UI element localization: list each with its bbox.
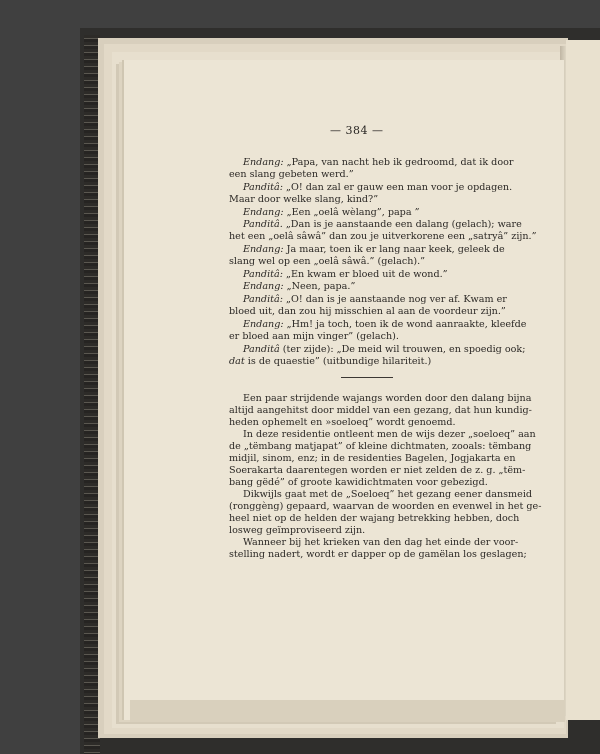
dialogue-line: Maar door welke slang, kind?” — [229, 194, 379, 205]
paragraph-line: Soerakarta daarentegen worden er niet zelden de z. g. „tëm- — [229, 465, 526, 476]
paragraph-line: heden ophemelt en »soeloeq” wordt genoemd. — [229, 417, 456, 428]
dialogue-line: een slang gebeten werd.” — [229, 169, 354, 180]
paragraph-line: de „tëmbang matjapat” of kleine dichtmaten, zooals: tëmbang — [229, 441, 532, 452]
paragraph-line: Een paar strijdende wajangs worden door den dalang bijna — [243, 393, 532, 404]
dialogue-line: Endang: Ja maar, toen ik er lang naar keek, geleek de — [243, 244, 505, 255]
page-bottom-edge — [130, 700, 565, 722]
dialogue-line: Endang: „Hm! ja toch, toen ik de wond aanraakte, kleefde — [243, 319, 527, 330]
paragraph-line: altijd aangehitst door middel van een gezang, dat hun kundig- — [229, 405, 532, 416]
paragraph-line: midjil, sinom, enz; in de residenties Bagelen, Jogjakarta en — [229, 453, 516, 464]
dialogue-line: het een „oelâ sâwâ” dan zou je uitverkorene een „satryâ” zijn.” — [229, 231, 537, 242]
dialogue-line: slang wel op een „oelâ sâwâ.” (gelach).” — [229, 256, 426, 267]
dialogue-line: Panditâ: „O! dan is je aanstaande nog ver af. Kwam er — [243, 294, 507, 305]
paragraph-line: stelling nadert, wordt er dapper op de gamëlan los geslagen; — [229, 549, 527, 560]
dialogue-line: Panditâ (ter zijde): „De meid wil trouwen, en spoedig ook; — [243, 344, 526, 355]
facing-page-edge — [566, 40, 600, 720]
dialogue-line: Endang: „Papa, van nacht heb ik gedroomd, dat ik door — [243, 157, 514, 168]
dialogue-line: bloed uit, dan zou hij misschien al aan de voordeur zijn.” — [229, 306, 506, 317]
dialogue-line: Panditâ: „O! dan zal er gauw een man voor je opdagen. — [243, 182, 513, 193]
paragraph-line: losweg geïmproviseerd zijn. — [229, 525, 366, 536]
dialogue-line: dat is de quaestie” (uitbundige hilariteit.) — [229, 356, 432, 367]
paragraph-line: (ronggèng) gepaard, waarvan de woorden en evenwel in het ge- — [229, 501, 542, 512]
dialogue-line: Panditâ: „En kwam er bloed uit de wond.” — [243, 269, 448, 280]
paragraph-line: heel niet op de helden der wajang betrekking hebben, doch — [229, 513, 520, 524]
dialogue-line: Endang: „Neen, papa.” — [243, 281, 356, 292]
paragraph-line: Wanneer bij het krieken van den dag het einde der voor- — [243, 537, 519, 548]
page-number: — 384 — — [330, 124, 384, 137]
paragraph-line: bang gëdé” of groote kawidichtmaten voor gebezigd. — [229, 477, 488, 488]
dialogue-line: er bloed aan mijn vinger” (gelach). — [229, 331, 399, 342]
paragraph-line: Dikwijls gaat met de „Soeloeq” het gezang eener dansmeid — [243, 489, 533, 500]
dialogue-line: Endang: „Een „oelâ wèlang”, papa ” — [243, 207, 420, 218]
paragraph-line: In deze residentie ontleent men de wijs dezer „soeloeq” aan — [243, 429, 536, 440]
dialogue-line: Panditâ. „Dan is je aanstaande een dalang (gelach); ware — [243, 219, 522, 230]
section-divider — [341, 377, 393, 378]
